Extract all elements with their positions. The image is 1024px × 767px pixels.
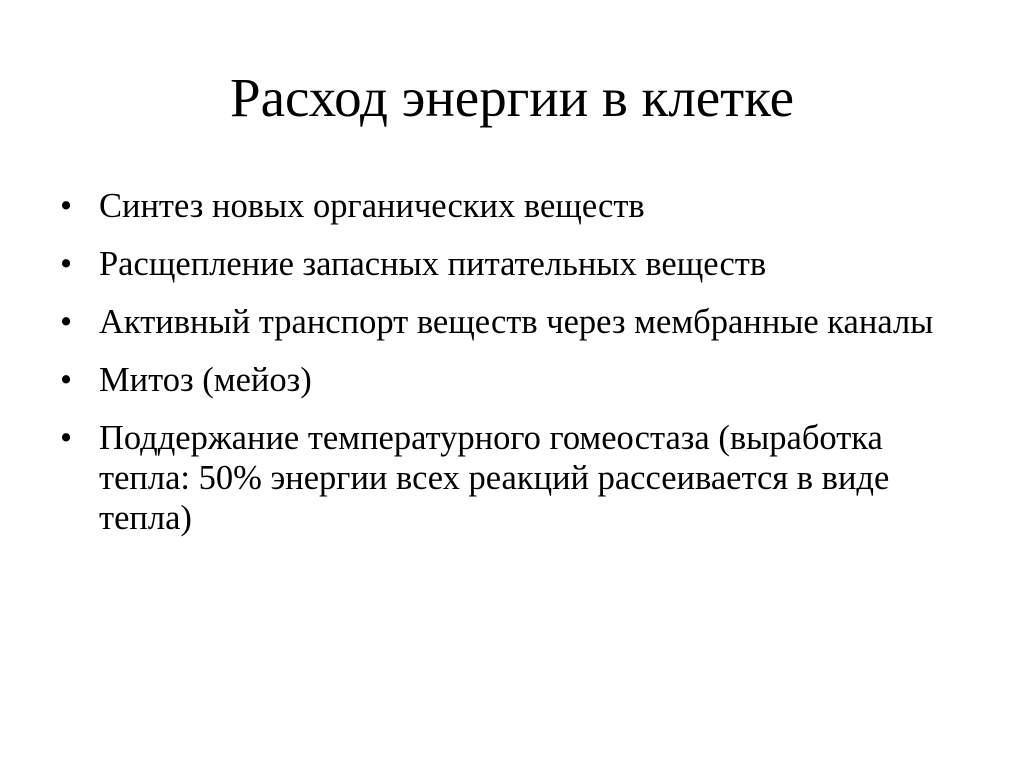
list-item-text: Активный транспорт веществ через мембранные каналы [99, 303, 934, 341]
bullet-icon: • [60, 361, 73, 399]
bullet-icon: • [60, 419, 73, 457]
list-item [60, 418, 960, 538]
list-item-text: Синтез новых органических веществ [99, 187, 645, 225]
bullet-icon: • [60, 245, 73, 283]
slide-title: Расход энергии в клетке [230, 67, 794, 128]
list-item-text: Поддержание температурного гомеостаза (выработка тепла: 50% энергии всех реакций рассеивается в виде тепла) [99, 419, 890, 537]
list-item-text: Митоз (мейоз) [99, 361, 312, 399]
list-item [60, 360, 960, 400]
list-item [60, 244, 960, 284]
bullet-icon: • [60, 303, 73, 341]
bullet-icon: • [60, 187, 73, 225]
bullet-list [60, 186, 960, 556]
list-item [60, 186, 960, 226]
list-item [60, 302, 960, 342]
list-item-text: Расщепление запасных питательных веществ [99, 245, 767, 283]
